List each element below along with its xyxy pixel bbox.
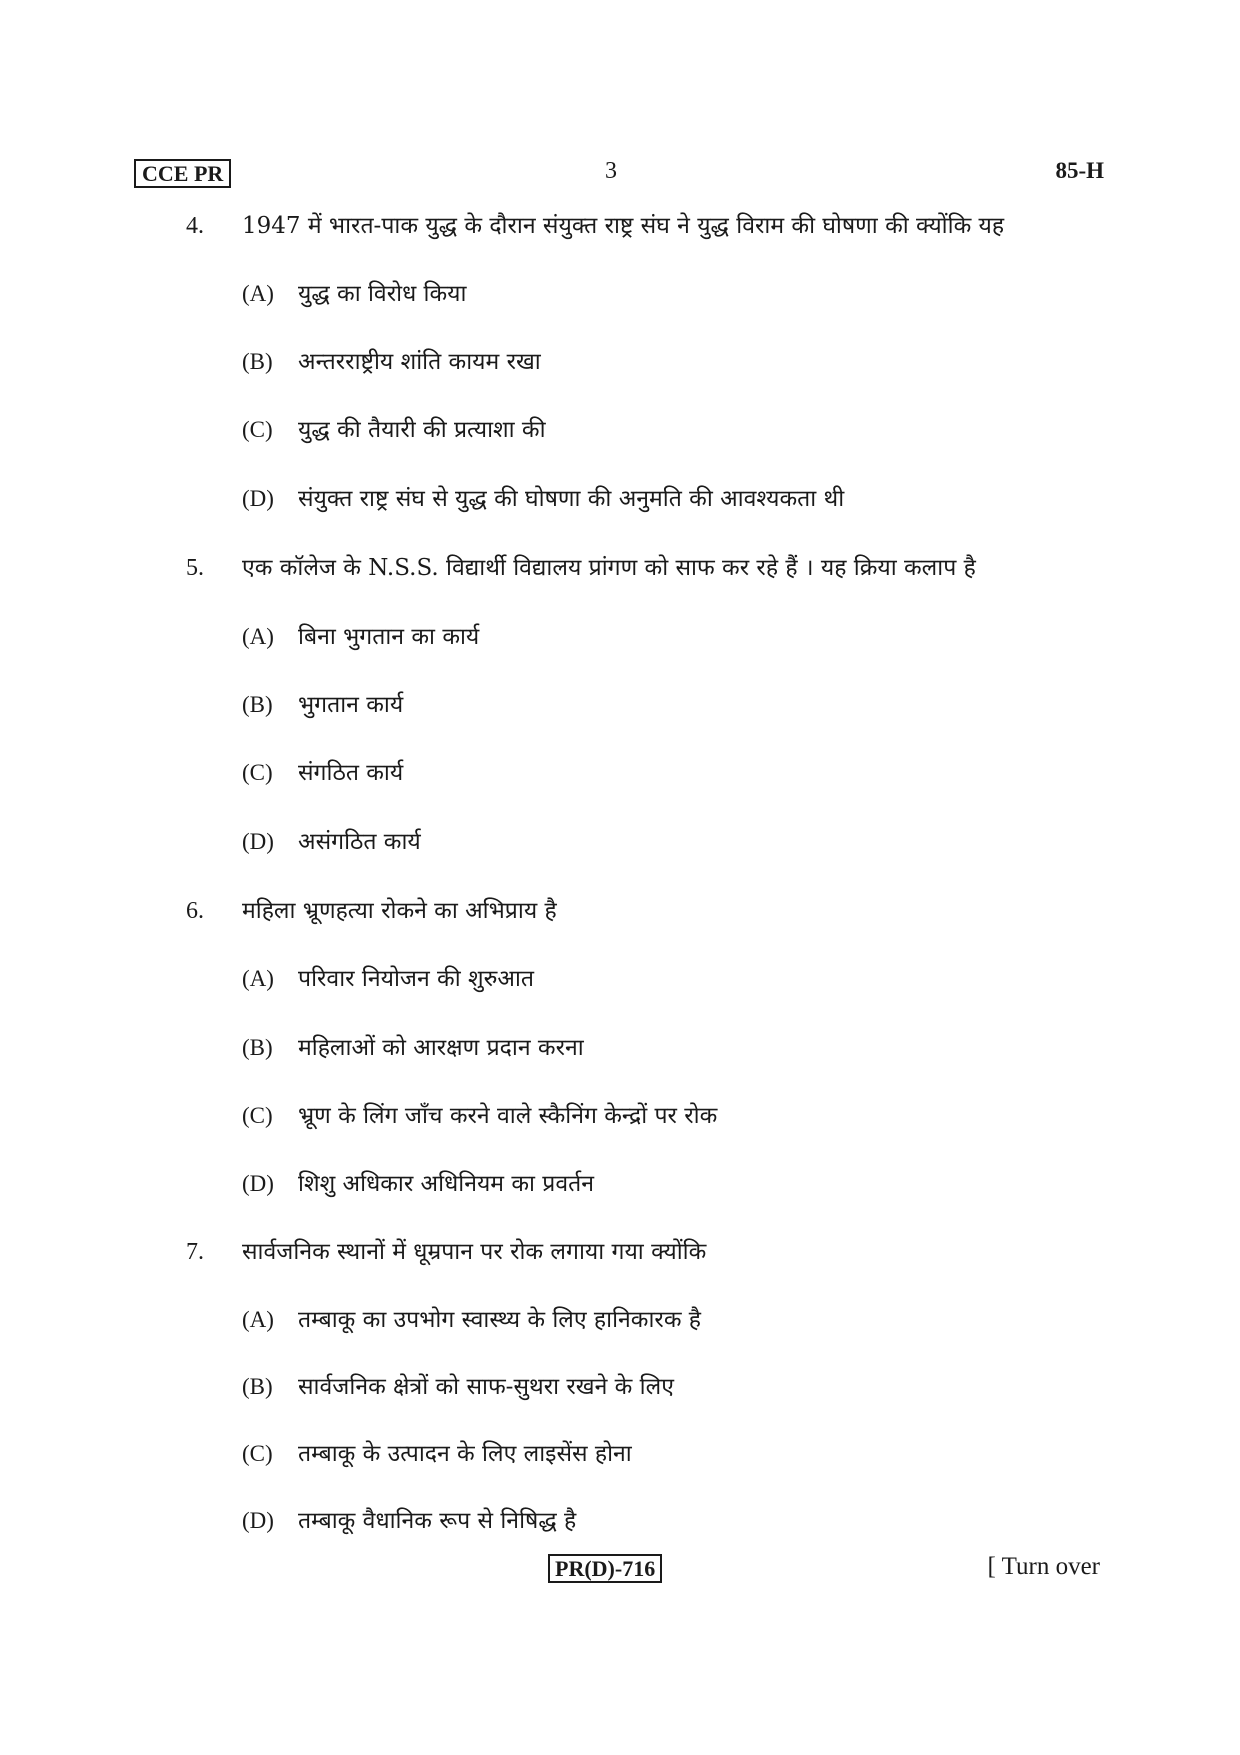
question-number: 4. bbox=[186, 213, 204, 239]
option-text: परिवार नियोजन की शुरुआत bbox=[298, 966, 534, 992]
option-label: (A) bbox=[242, 624, 274, 649]
option-label: (B) bbox=[242, 1374, 273, 1399]
option-label: (C) bbox=[242, 417, 273, 442]
option-text: तम्बाकू वैधानिक रूप से निषिद्ध है bbox=[298, 1508, 577, 1534]
option-label: (D) bbox=[242, 1508, 274, 1533]
option-label: (A) bbox=[242, 281, 274, 306]
question-number: 6. bbox=[186, 898, 204, 924]
option-text: बिना भुगतान का कार्य bbox=[298, 624, 480, 650]
option-text: भ्रूण के लिंग जाँच करने वाले स्कैनिंग केन्द्रों पर रोक bbox=[298, 1103, 718, 1129]
option-text: भुगतान कार्य bbox=[298, 692, 404, 718]
option-label: (A) bbox=[242, 1307, 274, 1332]
option-label: (D) bbox=[242, 486, 274, 511]
option-label: (B) bbox=[242, 692, 273, 717]
option-label: (D) bbox=[242, 1171, 274, 1196]
option-label: (B) bbox=[242, 1035, 273, 1060]
question-text: महिला भ्रूणहत्या रोकने का अभिप्राय है bbox=[242, 898, 557, 924]
page-number: 3 bbox=[605, 158, 617, 184]
option-text: महिलाओं को आरक्षण प्रदान करना bbox=[298, 1035, 584, 1061]
option-text: तम्बाकू का उपभोग स्वास्थ्य के लिए हानिकारक है bbox=[298, 1307, 702, 1333]
option-label: (C) bbox=[242, 1103, 273, 1128]
footer-code: PR(D)-716 bbox=[548, 1554, 662, 1583]
question-number: 7. bbox=[186, 1239, 204, 1265]
paper-code: 85-H bbox=[1055, 158, 1104, 183]
option-text: अन्तरराष्ट्रीय शांति कायम रखा bbox=[298, 349, 541, 375]
question-text: एक कॉलेज के N.S.S. विद्यार्थी विद्यालय प्रांगण को साफ कर रहे हैं । यह क्रिया कलाप है bbox=[242, 555, 976, 581]
option-label: (C) bbox=[242, 1441, 273, 1466]
option-text: असंगठित कार्य bbox=[298, 829, 421, 855]
option-text: संगठित कार्य bbox=[298, 760, 404, 786]
option-label: (C) bbox=[242, 760, 273, 785]
option-text: सार्वजनिक क्षेत्रों को साफ-सुथरा रखने के लिए bbox=[298, 1374, 674, 1400]
option-text: शिशु अधिकार अधिनियम का प्रवर्तन bbox=[298, 1171, 595, 1197]
option-label: (A) bbox=[242, 966, 274, 991]
question-text: सार्वजनिक स्थानों में धूम्रपान पर रोक लगाया गया क्योंकि bbox=[242, 1239, 707, 1265]
question-number: 5. bbox=[186, 555, 204, 581]
option-label: (B) bbox=[242, 349, 273, 374]
option-text: युद्ध की तैयारी की प्रत्याशा की bbox=[298, 417, 546, 443]
option-text: तम्बाकू के उत्पादन के लिए लाइसेंस होना bbox=[298, 1441, 632, 1467]
option-label: (D) bbox=[242, 829, 274, 854]
option-text: संयुक्त राष्ट्र संघ से युद्ध की घोषणा की अनुमति की आवश्यकता थी bbox=[298, 486, 845, 512]
option-text: युद्ध का विरोध किया bbox=[298, 281, 467, 307]
question-text: 1947 में भारत-पाक युद्ध के दौरान संयुक्त राष्ट्र संघ ने युद्ध विराम की घोषणा की क्योंकि यह bbox=[242, 213, 1005, 239]
turn-over-label: [ Turn over bbox=[987, 1553, 1100, 1580]
header-code: CCE PR bbox=[134, 159, 231, 188]
